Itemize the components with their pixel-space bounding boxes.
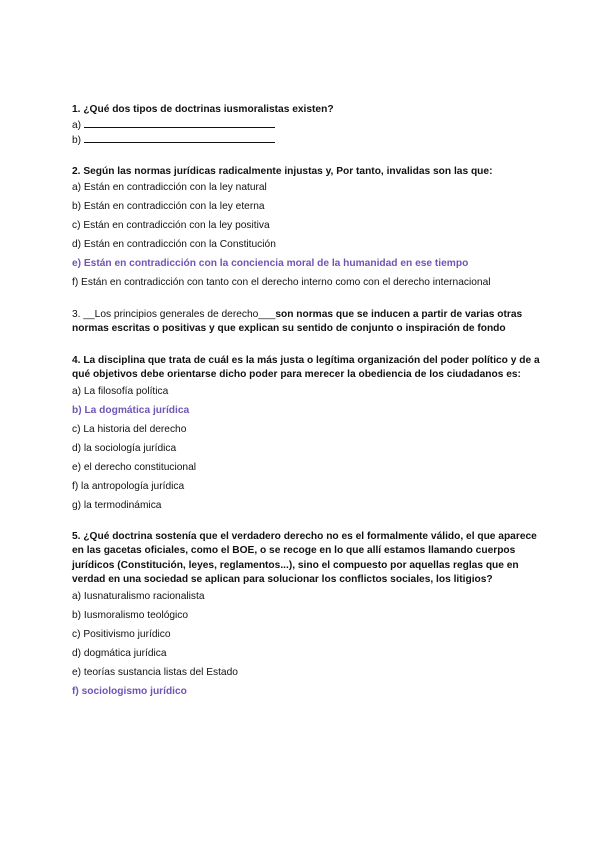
- question-4-option-correct: b) La dogmática jurídica: [72, 404, 190, 416]
- question-5-option: b) Iusmoralismo teológico: [72, 609, 189, 621]
- question-1-blank-a: [72, 118, 542, 133]
- question-5-option: a) Iusnaturalismo racionalista: [72, 590, 205, 602]
- question-4-option: d) la sociología jurídica: [72, 442, 177, 454]
- question-4-option: g) la termodinámica: [72, 499, 162, 511]
- question-2-option: d) Están en contradicción con la Constitución: [72, 239, 276, 250]
- blank-label: a): [72, 119, 82, 131]
- question-2-option: f) Están en contradicción con tanto con el derecho interno como con el derecho internacional: [72, 277, 491, 288]
- question-4-title: 4. La disciplina que trata de cuál es la más justa o legítima organización del poder político y de a qué objetivos debe orientarse dicho poder para merecer la obediencia de los ciudadanos es:: [72, 354, 540, 380]
- answer-blank: [84, 118, 275, 128]
- question-3-prefix: 3. __Los principios generales de derecho___: [72, 308, 276, 320]
- question-4-option: e) el derecho constitucional: [72, 461, 197, 473]
- question-5-option-correct: f) sociologismo jurídico: [72, 685, 187, 697]
- question-2-option: c) Están en contradicción con la ley positiva: [72, 220, 270, 231]
- question-1-blank-b: [72, 133, 542, 148]
- quiz-content: [72, 103, 542, 699]
- question-5-title: 5. ¿Qué doctrina sostenía que el verdadero derecho no es el formalmente válido, el que aparece en las gacetas oficiales, como el BOE, o se recoge en lo que allí estamos llamando cuerpos jurídicos (Constitución, leyes, reglamentos...), sino el compuesto por aquellas reglas que en verdad en una sociedad se aplican para solucionar los conflictos sociales, los litigios?: [72, 530, 537, 585]
- answer-blank: [84, 133, 275, 143]
- question-2-title: 2. Según las normas jurídicas radicalmente injustas y, Por tanto, invalidas son las que:: [72, 165, 493, 177]
- question-3-statement: son normas que se inducen a partir de varias otras normas escritas o positivas y que explican su sentido de conjunto o inspiración de fondo: [72, 308, 523, 334]
- question-4-option: a) La filosofía política: [72, 385, 169, 397]
- question-3: [72, 308, 542, 337]
- question-2-option-correct: e) Están en contradicción con la conciencia moral de la humanidad en ese tiempo: [72, 258, 469, 269]
- question-4-option: c) La historia del derecho: [72, 423, 187, 435]
- blank-label: b): [72, 134, 82, 146]
- question-5-option: c) Positivismo jurídico: [72, 628, 171, 640]
- question-1-title: 1. ¿Qué dos tipos de doctrinas iusmoralistas existen?: [72, 104, 334, 115]
- question-5-option: e) teorías sustancia listas del Estado: [72, 666, 238, 678]
- question-5-option: d) dogmática jurídica: [72, 647, 167, 659]
- question-4-option: f) la antropología jurídica: [72, 480, 185, 492]
- question-2-option: a) Están en contradicción con la ley natural: [72, 182, 267, 193]
- question-2-option: b) Están en contradicción con la ley eterna: [72, 201, 265, 212]
